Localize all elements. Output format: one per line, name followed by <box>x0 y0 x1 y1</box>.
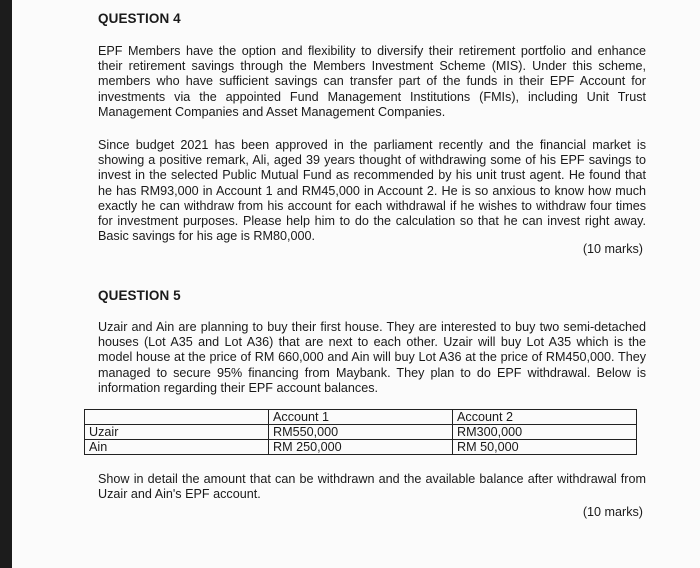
left-edge-bar <box>0 0 12 568</box>
table-header-row <box>85 410 637 425</box>
table-header-cell <box>85 410 269 425</box>
table-cell-account-1: RM 250,000 <box>269 440 453 455</box>
table-header-cell: Account 1 <box>269 410 453 425</box>
table-cell-name: Ain <box>85 440 269 455</box>
table-row <box>85 440 637 455</box>
question-4-paragraph-1: EPF Members have the option and flexibility to diversify their retirement portfolio and enhance their retirement savings through the Members Investment Scheme (MIS). Under this scheme, members who have sufficient savings can transfer part of the funds in their EPF Account for investments via the appointed Fund Management Institutions (FMIs), including Unit Trust Management Companies and Asset Management Companies. <box>98 44 646 119</box>
table-cell-account-2: RM 50,000 <box>453 440 637 455</box>
table-row <box>85 425 637 440</box>
table-header-cell: Account 2 <box>453 410 637 425</box>
table-cell-name: Uzair <box>85 425 269 440</box>
epf-balance-table <box>84 409 637 455</box>
question-4-marks: (10 marks) <box>582 242 643 256</box>
question-5-marks: (10 marks) <box>582 505 643 519</box>
question-4-heading: QUESTION 4 <box>98 11 181 26</box>
document-page <box>12 0 700 568</box>
table-cell-account-1: RM550,000 <box>269 425 453 440</box>
question-5-paragraph-2: Show in detail the amount that can be withdrawn and the available balance after withdrawal from Uzair and Ain's EPF account. <box>98 472 646 502</box>
table-cell-account-2: RM300,000 <box>453 425 637 440</box>
question-5-heading: QUESTION 5 <box>98 288 181 303</box>
question-4-paragraph-2: Since budget 2021 has been approved in the parliament recently and the financial market is showing a positive remark, Ali, aged 39 years thought of withdrawing some of his EPF savings to invest in the selected Public Mutual Fund as recommended by his unit trust agent. He found that he has RM93,000 in Account 1 and RM45,000 in Account 2. He is so anxious to know how much exactly he can withdraw from his account for each withdrawal if he wishes to withdraw four times for investment purposes. Please help him to do the calculation so that he can invest right away. Basic savings for his age is RM80,000. <box>98 138 646 244</box>
question-5-paragraph-1: Uzair and Ain are planning to buy their first house. They are interested to buy two semi-detached houses (Lot A35 and Lot A36) that are next to each other. Uzair will buy Lot A35 which is the model house at the price of RM 660,000 and Ain will buy Lot A36 at the price of RM450,000. They managed to secure 95% financing from Maybank. They plan to do EPF withdrawal. Below is information regarding their EPF account balances. <box>98 320 646 395</box>
